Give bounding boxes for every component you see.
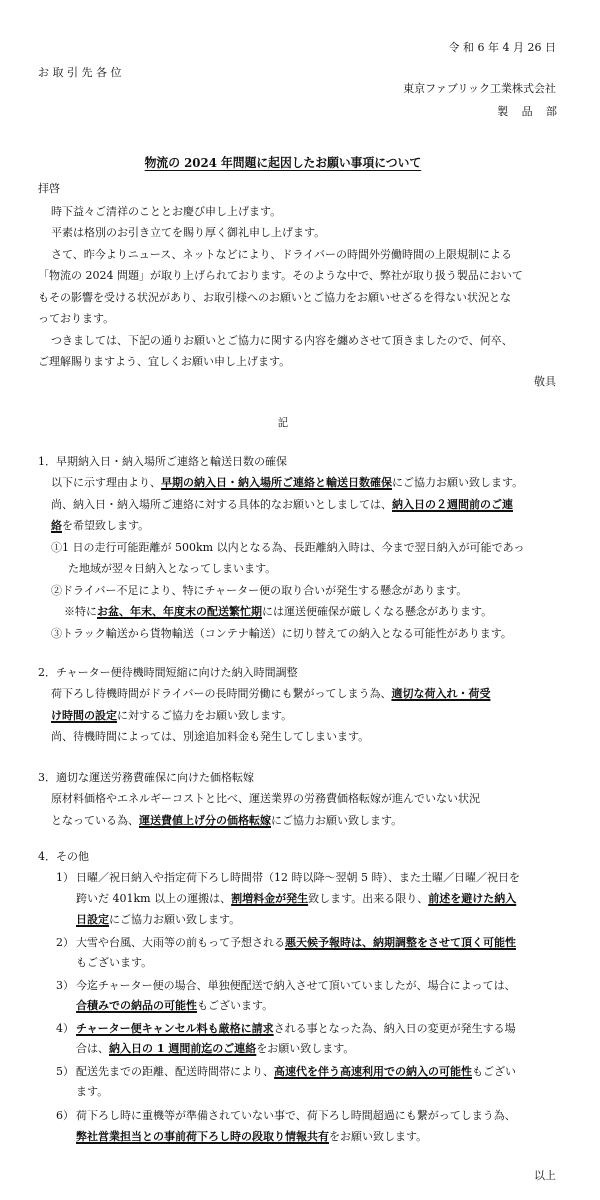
text: をお願い致します。 [329, 1130, 428, 1143]
document-date: 令 和 6 年 4 月 26 日 [448, 41, 556, 54]
text: にご協力お願い致します。 [271, 814, 403, 827]
text: 跨いだ 401km 以上の運搬は、 [76, 892, 232, 905]
text: 配送先までの距離、配送時間帯により、 [76, 1065, 274, 1078]
section-4-line: ます。 [76, 1085, 109, 1098]
text: 致します。出来る限り、 [308, 892, 429, 905]
text: にご協力お願い致します。 [392, 476, 524, 489]
intro-line: 「物流の 2024 問題」が取り上げられております。そのような中で、弊社が取り扱う製品において [38, 269, 523, 282]
emphasis: 悪天候予報時は、納期調整をさせて頂く可能性 [285, 936, 516, 949]
emphasis: 適切な荷入れ・荷受 [391, 687, 491, 700]
section-4-line [76, 998, 273, 1014]
document-title: 物流の 2024 年問題に起因したお願い事項について [144, 155, 422, 170]
section-1-heading: 1．早期納入日・納入場所ご連絡と輸送日数の確保 [38, 455, 287, 468]
section-4-line [76, 891, 516, 907]
item-number: 3） [56, 979, 74, 992]
text: 尚、納入日・納入場所ご連絡に対する具体的なお願いとしましては、 [51, 498, 392, 511]
ki-mark: 記 [277, 416, 289, 429]
item-number: 2） [56, 936, 74, 949]
section-2-line: 尚、待機時間によっては、別途追加料金も発生してしまいます。 [51, 730, 370, 743]
item-number: 4） [56, 1022, 74, 1035]
section-4-line [76, 1129, 427, 1145]
text: 以下に示す理由より、 [51, 476, 161, 489]
intro-line: もその影響を受ける状況があり、お取引様へのお願いとご協力をお願いせざるを得ない状況とな [38, 291, 511, 304]
company-name: 東京ファブリック工業株式会社 [403, 82, 556, 95]
salutation: 拝啓 [38, 182, 60, 195]
text: もございます。 [197, 999, 274, 1012]
section-4-line: 日曜／祝日納入や指定荷下ろし時間帯（12 時以降～翌朝 5 時）、また土曜／日曜／祝日を [76, 871, 520, 884]
section-4-line [76, 1064, 516, 1080]
text: をお願い致します。 [256, 1042, 355, 1055]
department-name: 製 品 部 [497, 105, 562, 118]
item-number: 1） [56, 871, 74, 884]
emphasis: 早期の納入日・納入場所ご連絡と輸送日数確保 [161, 476, 392, 489]
section-1-line [51, 518, 149, 534]
section-4-line: 今迄チャーター便の場合、単独便配送で納入させて頂いていましたが、場合によっては、 [76, 979, 516, 992]
section-1-line [51, 475, 523, 491]
section-4-line: 荷下ろし時に重機等が準備されていない事で、荷下ろし時間超過にも繋がってしまう為、 [76, 1109, 516, 1122]
section-1-line [51, 497, 513, 513]
intro-line: 時下益々ご清祥のこととお慶び申し上げます。 [51, 205, 282, 218]
emphasis: 合積みでの納品の可能性 [76, 999, 197, 1012]
emphasis: 納入日の 1 週間前迄のご連絡 [109, 1042, 257, 1055]
section-4-heading: 4．その他 [38, 850, 89, 863]
section-3-line [51, 813, 402, 829]
section-2-line [51, 686, 490, 702]
emphasis: 運送費値上げ分の価格転嫁 [139, 814, 271, 827]
text: 合は、 [76, 1042, 109, 1055]
section-1-item: ②ドライバー不足により、特にチャーター便の取り合いが発生する懸念があります。 [51, 584, 468, 597]
section-4-line [76, 935, 516, 951]
emphasis: 日設定 [76, 913, 109, 926]
item-number: 5） [56, 1065, 74, 1078]
section-3-heading: 3．適切な運送労務費確保に向けた価格転嫁 [38, 771, 254, 784]
emphasis: 絡 [51, 519, 62, 532]
emphasis: チャーター便キャンセル料も厳格に請求 [76, 1022, 274, 1035]
intro-line: 平素は格別のお引き立てを賜り厚く御礼申し上げます。 [51, 226, 326, 239]
end-mark: 以上 [534, 1169, 556, 1182]
section-1-note [64, 604, 492, 620]
text: される事となった為、納入日の変更が発生する場 [273, 1022, 516, 1035]
section-4-line: もございます。 [76, 956, 153, 969]
text: もござい [472, 1065, 516, 1078]
section-1-item: ③トラック輸送から貨物輸送（コンテナ輸送）に切り替えての納入となる可能性があります。 [51, 627, 512, 640]
intro-line: っております。 [38, 312, 115, 325]
text: にご協力お願い致します。 [109, 913, 241, 926]
item-number: 6） [56, 1109, 74, 1122]
emphasis: 納入日の２週間前のご連 [392, 498, 513, 511]
section-2-heading: 2．チャーター便待機時間短縮に向けた納入時間調整 [38, 666, 298, 679]
text: ※特に [64, 605, 97, 618]
text: 荷下ろし待機時間がドライバーの長時間労働にも繋がってしまう為、 [51, 687, 392, 700]
section-2-line [51, 708, 292, 724]
emphasis: け時間の設定 [51, 709, 117, 722]
emphasis: 高速代を伴う高速利用での納入の可能性 [274, 1065, 472, 1078]
section-4-line [76, 1041, 354, 1057]
text: 大雪や台風、大雨等の前もって予想される [76, 936, 285, 949]
section-1-item: た地域が翌々日納入となってしまいます。 [68, 562, 277, 575]
text: に対するご協力をお願い致します。 [117, 709, 293, 722]
recipient: お 取 引 先 各 位 [38, 66, 122, 79]
text: を希望致します。 [62, 519, 150, 532]
emphasis: お盆、年末、年度末の配送繁忙期 [97, 605, 262, 618]
emphasis: 割増料金が発生 [231, 892, 309, 905]
section-4-line [76, 912, 240, 928]
emphasis: 前述を避けた納入 [428, 892, 517, 905]
intro-line: つきましては、下記の通りお願いとご協力に関する内容を纏めさせて頂きましたので、何卒、 [51, 334, 513, 347]
text: には運送便確保が厳しくなる懸念があります。 [262, 605, 493, 618]
closing: 敬具 [534, 375, 556, 388]
section-4-line [76, 1021, 516, 1037]
intro-line: さて、昨今よりニュース、ネットなどにより、ドライバーの時間外労働時間の上限規制による [51, 248, 513, 261]
text: となっている為、 [51, 814, 139, 827]
intro-line: ご理解賜りますよう、宜しくお願い申し上げます。 [38, 355, 291, 368]
emphasis: 弊社営業担当との事前荷下ろし時の段取り情報共有 [76, 1130, 329, 1143]
section-1-item: ①1 日の走行可能距離が 500km 以内となる為、長距離納入時は、今まで翌日納入が可能であっ [51, 541, 525, 554]
section-3-line: 原材料価格やエネルギーコストと比べ、運送業界の労務費価格転嫁が進んでいない状況 [51, 792, 480, 805]
